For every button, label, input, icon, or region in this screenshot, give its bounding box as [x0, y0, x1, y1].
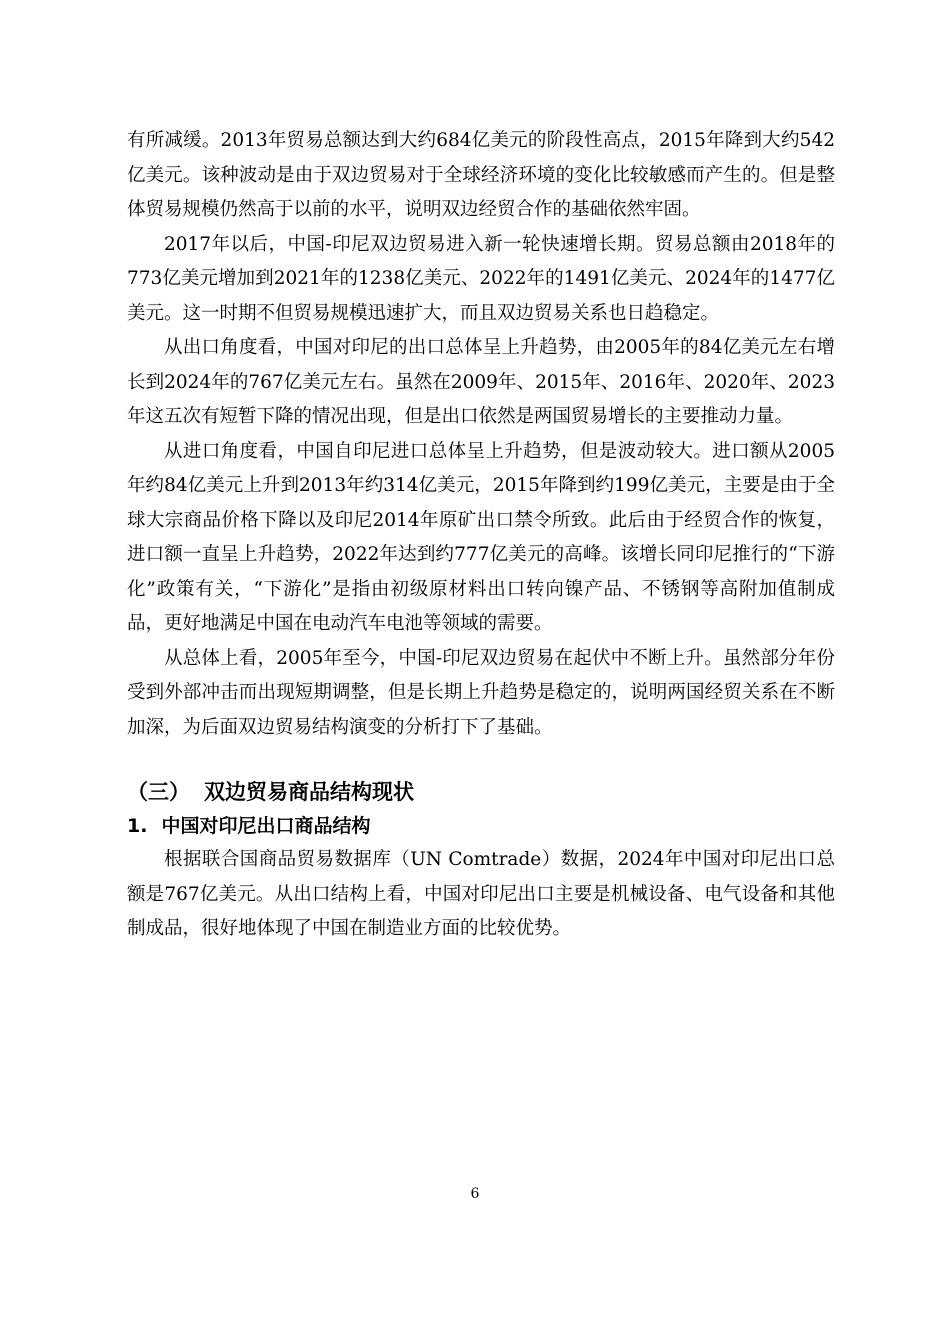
paragraph-2: 2017年以后，中国-印尼双边贸易进入新一轮快速增长期。贸易总额由2018年的773亿美元增加到2021年的1238亿美元、2022年的1491亿美元、2024年的1477亿美元。这一时期不但贸易规模迅速扩大，而且双边贸易关系也日趋稳定。: [127, 233, 835, 324]
subsection-number: 1.: [127, 815, 148, 837]
page-number: 6: [470, 1186, 480, 1202]
document-page: [127, 124, 835, 947]
paragraph-5: 从总体上看，2005年至今，中国-印尼双边贸易在起伏中不断上升。虽然部分年份受到外部冲击而出现短期调整，但是长期上升趋势是稳定的，说明两国经贸关系在不断加深，为后面双边贸易结构演变的分析打下了基础。: [127, 647, 835, 738]
paragraph-4: 从进口角度看，中国自印尼进口总体呈上升趋势，但是波动较大。进口额从2005年约84亿美元上升到2013年约314亿美元，2015年降到约199亿美元，主要是由于全球大宗商品价格下降以及印尼2014年原矿出口禁令所致。此后由于经贸合作的恢复，进口额一直呈上升趋势，2022年达到约777亿美元的高峰。该增长同印尼推行的“下游化”政策有关，“下游化”是指由初级原材料出口转向镍产品、不锈钢等高附加值制成品，更好地满足中国在电动汽车电池等领域的需要。: [127, 440, 835, 634]
subsection-heading: [127, 809, 835, 843]
subsection-title: 中国对印尼出口商品结构: [161, 815, 371, 837]
paragraph-3: 从出口角度看，中国对印尼的出口总体呈上升趋势，由2005年的84亿美元左右增长到2024年的767亿美元左右。虽然在2009年、2015年、2016年、2020年、2023年这五次有短暂下降的情况出现，但是出口依然是两国贸易增长的主要推动力量。: [127, 337, 835, 427]
paragraph-1: 有所减缓。2013年贸易总额达到大约684亿美元的阶段性高点，2015年降到大约542亿美元。该种波动是由于双边贸易对于全球经济环境的变化比较敏感而产生的。但是整体贸易规模仍然高于以前的水平，说明双边经贸合作的基础依然牢固。: [127, 130, 835, 220]
section-number: （三）: [127, 780, 190, 804]
section-title: 双边贸易商品结构现状: [204, 780, 414, 804]
section-paragraph-1: 根据联合国商品贸易数据库（UN Comtrade）数据，2024年中国对印尼出口总额是767亿美元。从出口结构上看，中国对印尼出口主要是机械设备、电气设备和其他制成品，很好地体现了中国在制造业方面的比较优势。: [127, 849, 835, 939]
section-heading: [127, 775, 835, 809]
